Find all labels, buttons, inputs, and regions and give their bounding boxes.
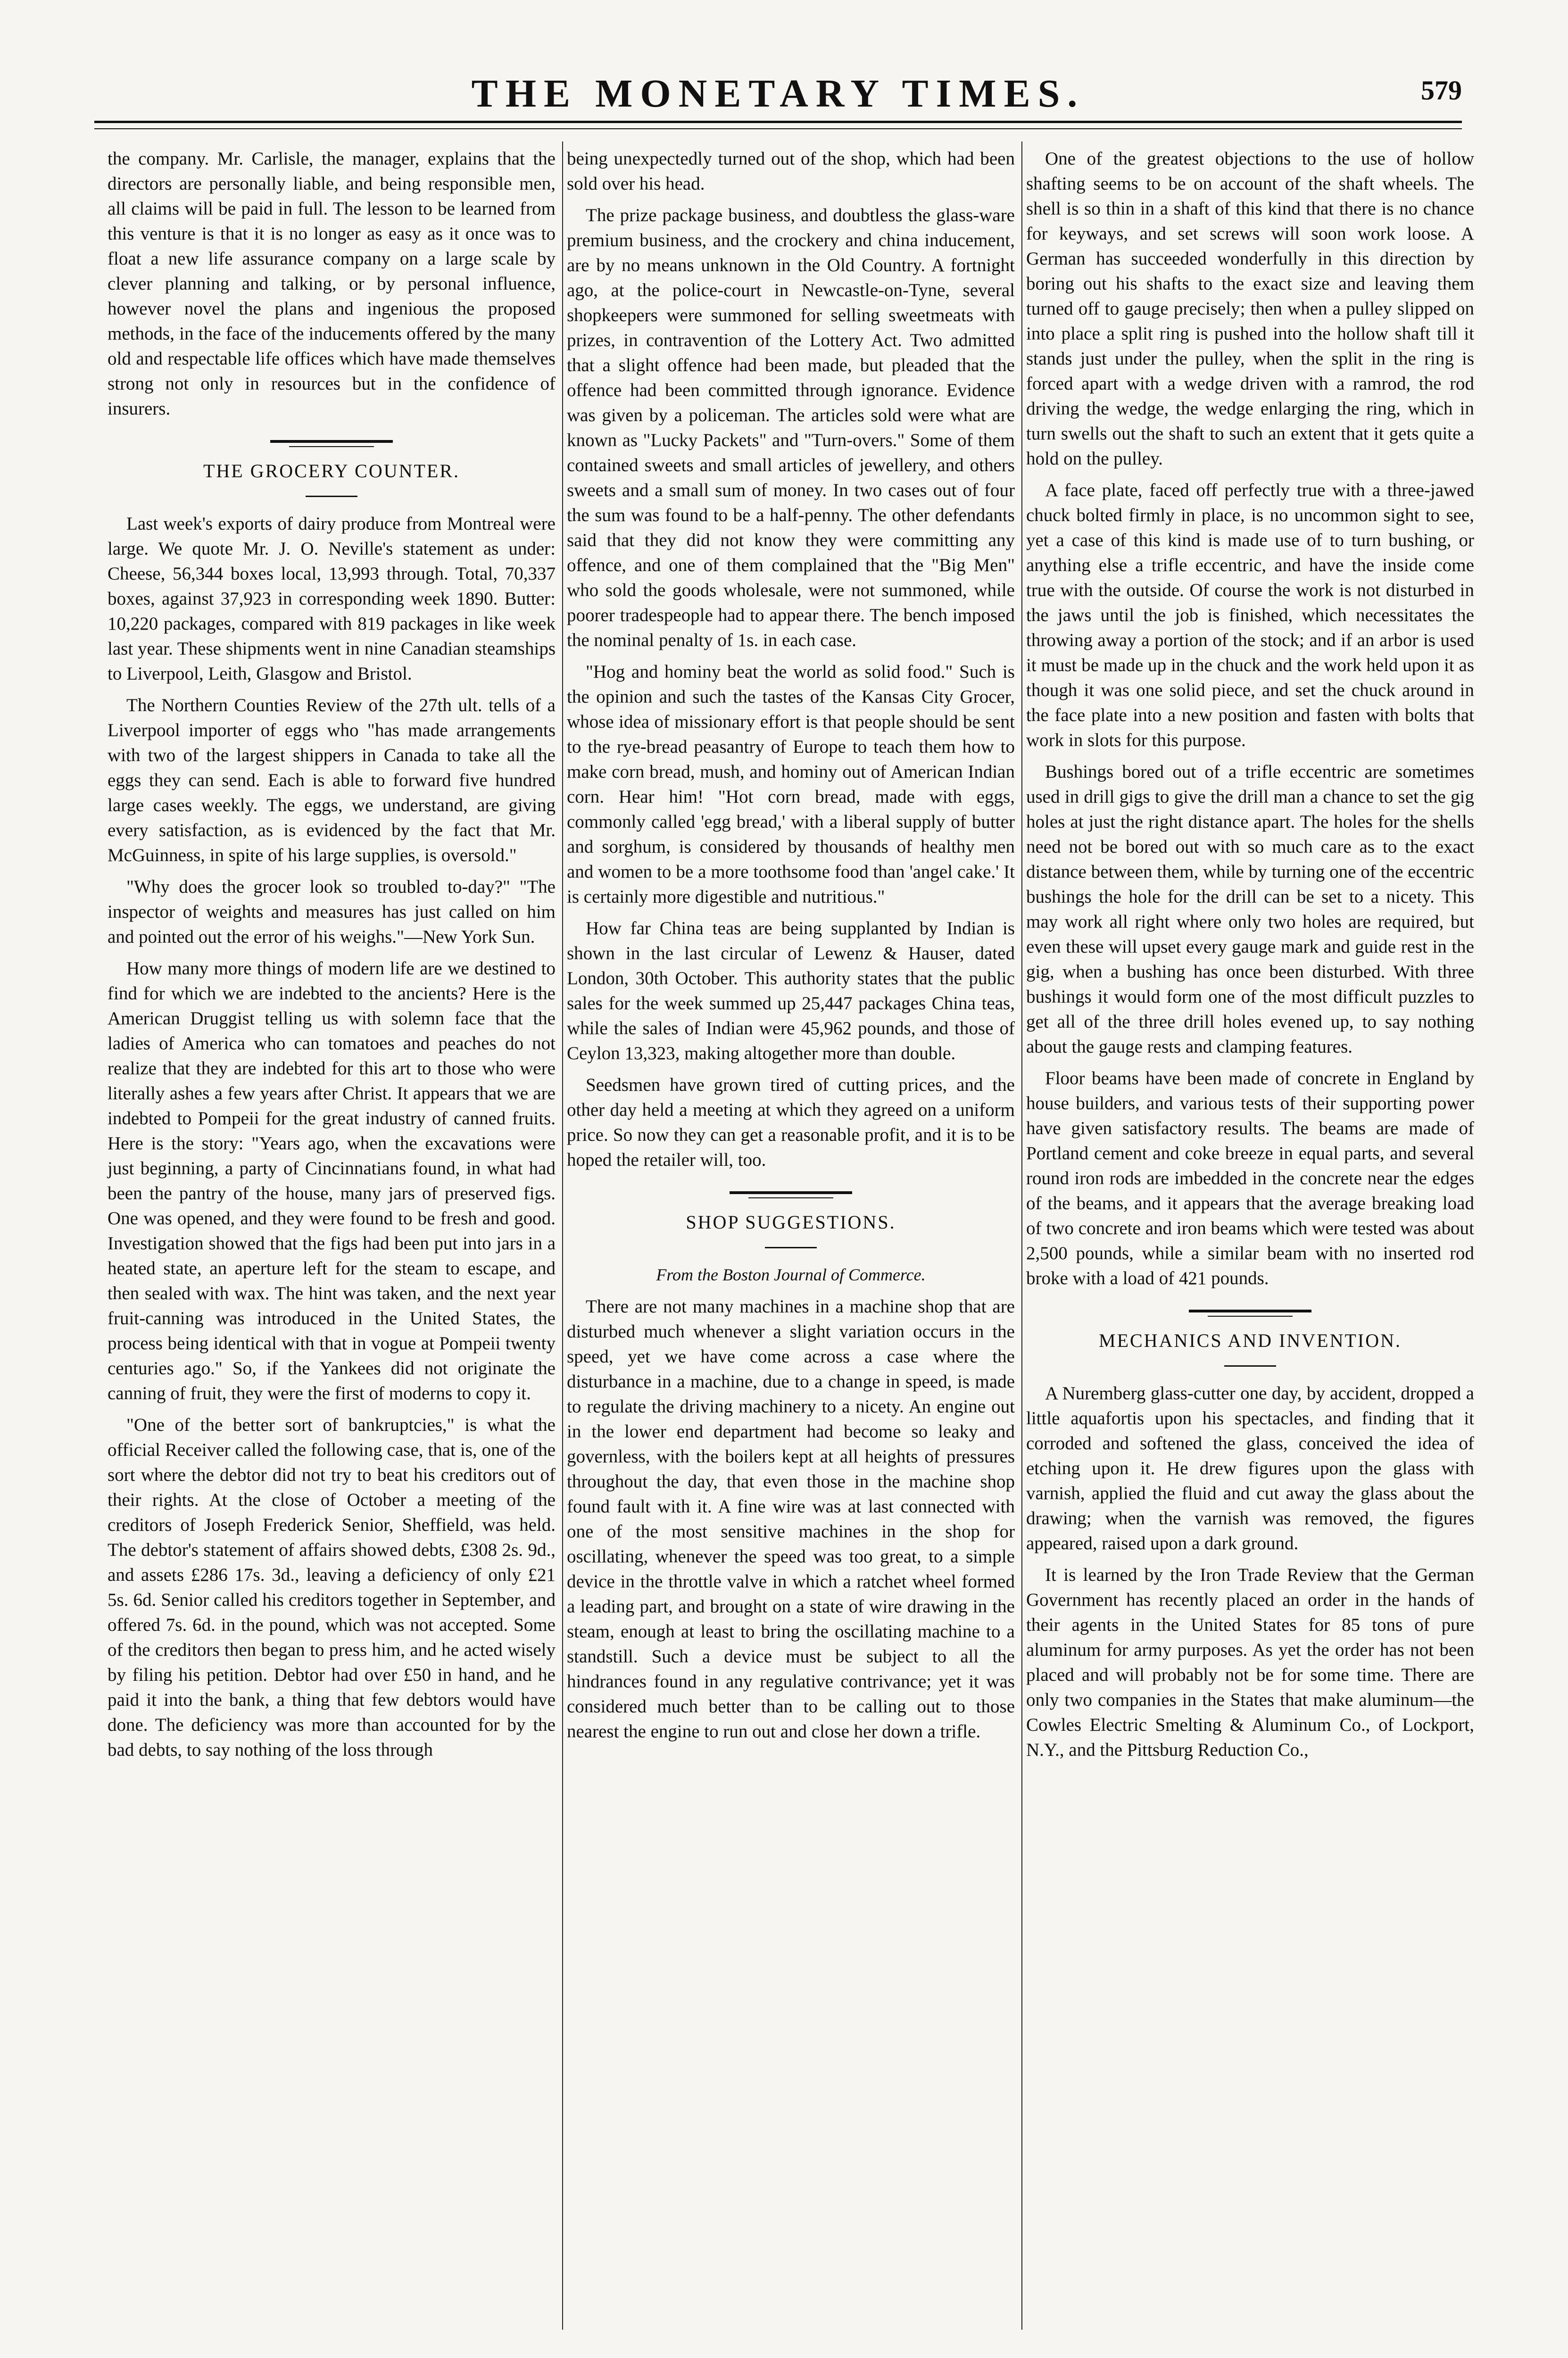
- column-2: [567, 146, 1015, 1751]
- heading-rule: [1224, 1365, 1276, 1367]
- column-3: [1026, 146, 1474, 1769]
- article-paragraph: Floor beams have been made of concrete in England by house builders, and various tests of their supporting power have given satisfactory results. The beams are made of Portland cement and coke breeze in equal parts, and several round iron rods are imbedded in the concrete near the edges of the beams, and it appears that the average breaking load of two concrete and iron beams which were tested was about 2,500 pounds, while a similar beam with no inserted rod broke with a load of 421 pounds.: [1026, 1068, 1474, 1288]
- article-paragraph: The prize package business, and doubtless the glass-ware premium business, and the crockery and china inducement, are by no means unknown in the Old Country. A fortnight ago, at the police-court in Newcastle-on-Tyne, several shopkeepers were summoned for selling sweetmeats with prizes, in contravention of the Lottery Act. Two admitted that a slight offence had been made, but pleaded that the offence had been committed through ignorance. Evidence was given by a policeman. The articles sold were what are known as "Lucky Packets" and "Turn-overs." Some of them contained sweets and small articles of jewellery, and others sweets and a small sum of money. In two cases out of four the sum was found to be a half-penny. The other defendants said that they did not know they were committing any offence, and one of them complained that the "Big Men" who sold the goods wholesale, were not summoned, while poorer tradespeople had to appear there. The bench imposed the nominal penalty of 1s. in each case.: [567, 205, 1015, 650]
- article-paragraph: There are not many machines in a machine shop that are disturbed much whenever a slight variation occurs in the speed, yet we have come across a case where the disturbance in a machine, due to a change in speed, is made to regulate the driving machinery to a nicety. An engine out in the lower end department had become so leaky and governless, with the boilers kept at all heights of pressures throughout the day, that even those in the machine shop found fault with it. A fine wire was at last connected with one of the most sensitive machines in the shop for oscillating, whenever the speed was too great, to a simple device in the throttle valve in which a ratchet wheel formed a leading part, and brought on a state of wire drawing in the steam, enough at least to bring the oscillating machine to a standstill. Such a device must be subject to all the hindrances found in any regulative contrivance; yet it was considered much better than to be calling out to those nearest the engine to run out and close her down a trifle.: [567, 1296, 1015, 1742]
- article-paragraph: "Hog and hominy beat the world as solid food." Such is the opinion and such the tastes of the Kansas City Grocer, whose idea of missionary effort is that people should be sent to the rye-bread peasantry of Europe to teach them how to make corn bread, mush, and hominy out of American Indian corn. Hear him! "Hot corn bread, made with eggs, commonly called 'egg bread,' with a liberal supply of butter and sorghum, is considered by thousands of healthy men and women to be a more toothsome food than 'angel cake.' It is certainly more digestible and nutritious.": [567, 662, 1015, 907]
- column-divider: [562, 141, 563, 2330]
- article-paragraph: Bushings bored out of a trifle eccentric are sometimes used in drill gigs to give the drill man a chance to set the gig holes at just the right distance apart. The holes for the shells need not be bored out with so much care as to the exact distance between them, while by turning one of the eccentric bushings the hole for the drill can be set to a nicety. This may work all right where only two holes are required, but even these will upset every gauge mark and guide rest in the gig, when a bushing has once been disturbed. With three bushings it would form one of the most difficult puzzles to get all of the three drill holes evened up, to say nothing about the gauge rests and clamping features.: [1026, 762, 1474, 1057]
- heading-rule: [306, 496, 357, 497]
- article-paragraph: A Nuremberg glass-cutter one day, by accident, dropped a little aquafortis upon his spectacles, and finding that it corroded and softened the glass, conceived the idea of etching upon it. He drew figures upon the glass with varnish, applied the fluid and cut away the glass about the drawing; when the varnish was removed, the figures appeared, raised upon a dark ground.: [1026, 1383, 1474, 1553]
- section-heading-mechanics-invention: MECHANICS AND INVENTION.: [1099, 1330, 1402, 1351]
- column-1: [108, 146, 556, 1769]
- article-source: From the Boston Journal of Commerce.: [656, 1265, 926, 1284]
- heading-rule: [765, 1247, 817, 1248]
- section-heading-shop-suggestions: SHOP SUGGESTIONS.: [686, 1212, 896, 1233]
- column-divider: [1021, 141, 1022, 2330]
- article-paragraph: the company. Mr. Carlisle, the manager, explains that the directors are personally liable, and being responsible men, all claims will be paid in full. The lesson to be learned from this venture is that it is no longer as easy as it once was to float a new life assurance company on a large scale by clever planning and talking, or by personal influence, however novel the plans and ingenious the proposed methods, in the face of the inducements offered by the many old and respectable life offices which have made themselves strong not only in resources but in the confidence of insurers.: [108, 149, 556, 419]
- section-separator: [1189, 1310, 1311, 1317]
- page-number: 579: [1421, 75, 1462, 106]
- article-paragraph: The Northern Counties Review of the 27th ult. tells of a Liverpool importer of eggs who "has made arrangements with two of the largest shippers in Canada to take all the eggs they can send. Each is able to forward five hundred large cases weekly. The eggs, we understand, are giving every satisfaction, as is evidenced by the fact that Mr. McGuinness, in spite of his large supplies, is oversold.": [108, 695, 556, 865]
- article-paragraph: How many more things of modern life are we destined to find for which we are indebted to the ancients? Here is the American Druggist telling us with solemn face that the ladies of America who can tomatoes and peaches do not realize that they are indebted for this art to those who were literally ashes a few years after Christ. It appears that we are indebted to Pompeii for the great industry of canned fruits. Here is the story: "Years ago, when the excavations were just beginning, a party of Cincinnatians found, in what had been the pantry of the house, many jars of preserved figs. One was opened, and they were found to be fresh and good. Investigation showed that the figs had been put into jars in a heated state, an aperture left for the steam to escape, and then sealed with wax. The hint was taken, and the next year fruit-canning was introduced in the United States, the process being identical with that in vogue at Pompeii twenty centuries ago." So, if the Yankees did not originate the canning of fruit, they were the first of moderns to copy it.: [108, 958, 556, 1403]
- section-separator: [270, 440, 393, 447]
- article-paragraph: being unexpectedly turned out of the shop, which had been sold over his head.: [567, 149, 1015, 194]
- newspaper-title: THE MONETARY TIMES.: [471, 72, 1085, 116]
- section-separator: [730, 1191, 852, 1198]
- section-heading-grocery-counter: THE GROCERY COUNTER.: [203, 460, 460, 482]
- article-paragraph: How far China teas are being supplanted by Indian is shown in the last circular of Lewenz & Hauser, dated London, 30th October. This authority states that the public sales for the week summed up 25,447 packages China teas, while the sales of Indian were 45,962 pounds, and those of Ceylon 13,323, making altogether more than double.: [567, 918, 1015, 1063]
- article-paragraph: Last week's exports of dairy produce from Montreal were large. We quote Mr. J. O. Neville's statement as under: Cheese, 56,344 boxes local, 13,993 through. Total, 70,337 boxes, against 37,923 in corresponding week 1890. Butter: 10,220 packages, compared with 819 packages in like week last year. These shipments went in nine Canadian steamships to Liverpool, Leith, Glasgow and Bristol.: [108, 514, 556, 684]
- header-rule-thick: [94, 121, 1462, 123]
- article-paragraph: Seedsmen have grown tired of cutting prices, and the other day held a meeting at which they agreed on a uniform price. So now they can get a reasonable profit, and it is to be hoped the retailer will, too.: [567, 1075, 1015, 1170]
- article-paragraph: "One of the better sort of bankruptcies," is what the official Receiver called the following case, that is, one of the sort where the debtor did not try to beat his creditors out of their rights. At the close of October a meeting of the creditors of Joseph Frederick Senior, Sheffield, was held. The debtor's statement of affairs showed debts, £308 2s. 9d., and assets £286 17s. 3d., leaving a deficiency of only £21 5s. 6d. Senior called his creditors together in September, and offered 7s. 6d. in the pound, which was not accepted. Some of the creditors then began to press him, and he acted wisely by filing his petition. Debtor had over £50 in hand, and he paid it into the bank, a thing that few debtors would have done. The deficiency was more than accounted for by the bad debts, to say nothing of the loss through: [108, 1415, 556, 1760]
- header-rule-thin: [94, 128, 1462, 129]
- article-paragraph: One of the greatest objections to the use of hollow shafting seems to be on account of the shaft wheels. The shell is so thin in a shaft of this kind that there is no chance for keyways, and set screws will soon work loose. A German has succeeded wonderfully in this direction by boring out his shafts to the exact size and leaving them turned off to gauge precisely; then when a pulley slipped on into place a split ring is pushed into the hollow shaft till it stands just under the pulley, when the split in the ring is forced apart with a wedge driven with a ramrod, the rod driving the wedge, the wedge enlarging the ring, which in turn swells out the shaft to such an extent that it gets quite a hold on the pulley.: [1026, 149, 1474, 469]
- masthead: [94, 71, 1462, 118]
- article-paragraph: It is learned by the Iron Trade Review that the German Government has recently placed an order in the hands of their agents in the United States for 85 tons of pure aluminum for army purposes. As yet the order has not been placed and will probably not be for some time. There are only two companies in the States that make aluminum—the Cowles Electric Smelting & Aluminum Co., of Lockport, N.Y., and the Pittsburg Reduction Co.,: [1026, 1565, 1474, 1760]
- article-paragraph: "Why does the grocer look so troubled to-day?" "The inspector of weights and measures has just called on him and pointed out the error of his weighs."—New York Sun.: [108, 877, 556, 947]
- article-paragraph: A face plate, faced off perfectly true with a three-jawed chuck bolted firmly in place, is no uncommon sight to see, yet a case of this kind is made use of to turn bushing, or anything else a trifle eccentric, and have the inside come true with the outside. Of course the work is not disturbed in the jaws until the job is finished, which necessitates the throwing away a portion of the stock; and if an arbor is used it must be made up in the chuck and the work held upon it as though it was one solid piece, and set the chuck around in the face plate into a new position and fasten with bolts that work in slots for this purpose.: [1026, 480, 1474, 750]
